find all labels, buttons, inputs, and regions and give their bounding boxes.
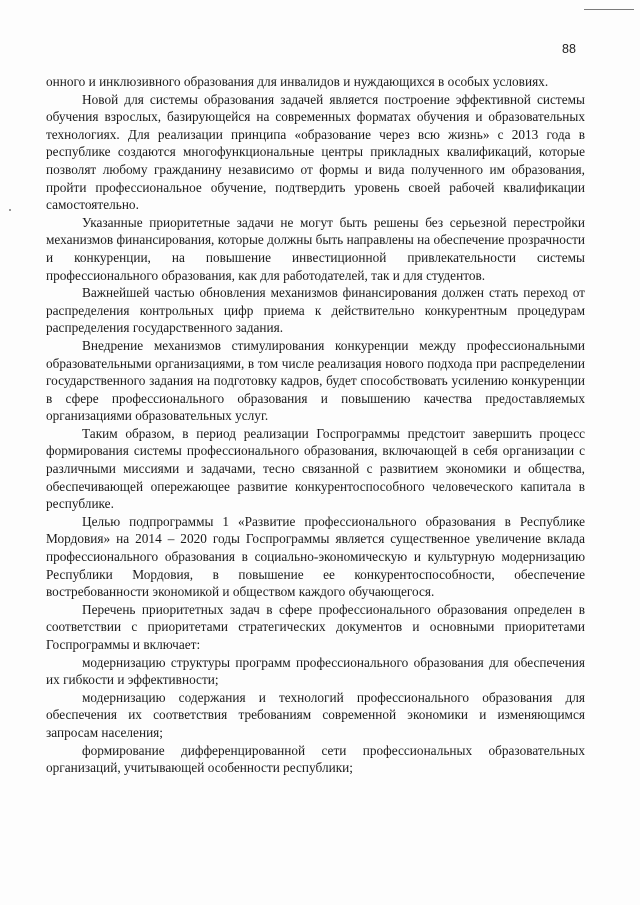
list-item: формирование дифференцированной сети профессиональных образовательных организаций, учитывающей особенности республики;	[46, 742, 585, 776]
list-item: модернизацию структуры программ профессионального образования для обеспечения их гибкости и эффективности;	[46, 654, 585, 688]
paragraph: Перечень приоритетных задач в сфере профессионального образования определен в соответствии с приоритетами стратегических документов и основными приоритетами Госпрограммы и включает:	[46, 601, 585, 652]
paragraph-continuation: онного и инклюзивного образования для инвалидов и нуждающихся в особых условиях.	[46, 74, 549, 89]
scan-edge-line	[584, 9, 634, 10]
paragraph: Внедрение механизмов стимулирования конкуренции между профессиональными образовательными организациями, в том числе реализация нового подхода при распределении государственного задания на подготовку кадров, будет способствовать усилению конкуренции в сфере профессионального образования и повышению качества предоставляемых организациями образовательных услуг.	[46, 337, 585, 424]
paragraph: Указанные приоритетные задачи не могут быть решены без серьезной перестройки механизмов финансирования, которые должны быть направлены на обеспечение прозрачности и конкуренции, на повышение инвестиционной привлекательности системы профессионального образования, как для работодателей, так и для студентов.	[46, 214, 585, 283]
paragraph: Важнейшей частью обновления механизмов финансирования должен стать переход от распределения контрольных цифр приема к действительно конкурентным процедурам распределения государственного задания.	[46, 285, 585, 336]
scan-speck	[9, 209, 11, 211]
list-item: модернизацию содержания и технологий профессионального образования для обеспечения их соответствия требованиям современной экономики и изменяющимся запросам населения;	[46, 689, 585, 740]
paragraph: Новой для системы образования задачей является построение эффективной системы обучения взрослых, базирующейся на современных форматах обучения и образовательных технологиях. Для реализации принципа «образование через всю жизнь» с 2013 года в республике создаются многофункциональные центры прикладных квалификаций, которые позволят любому гражданину независимо от формы и вида полученного им образования, пройти профессиональное обучение, подтвердить уровень своей рабочей квалификации самостоятельно.	[46, 91, 585, 213]
paragraph: Таким образом, в период реализации Госпрограммы предстоит завершить процесс формирования системы профессионального образования, включающей в себя организации с различными миссиями и задачами, тесно связанной с развитием экономики и общества, обеспечивающей опережающее развитие конкурентоспособного человеческого капитала в республике.	[46, 425, 585, 512]
paragraph: Целью подпрограммы 1 «Развитие профессионального образования в Республике Мордовия» на 2014 – 2020 годы Госпрограммы является существенное увеличение вклада профессионального образования в социально-экономическую и культурную модернизацию Республики Мордовия, в повышение ее конкурентоспособности, обеспечение востребованности экономикой и обществом каждого обучающегося.	[46, 513, 585, 600]
body-text	[46, 73, 585, 777]
page-number: 88	[562, 42, 576, 56]
